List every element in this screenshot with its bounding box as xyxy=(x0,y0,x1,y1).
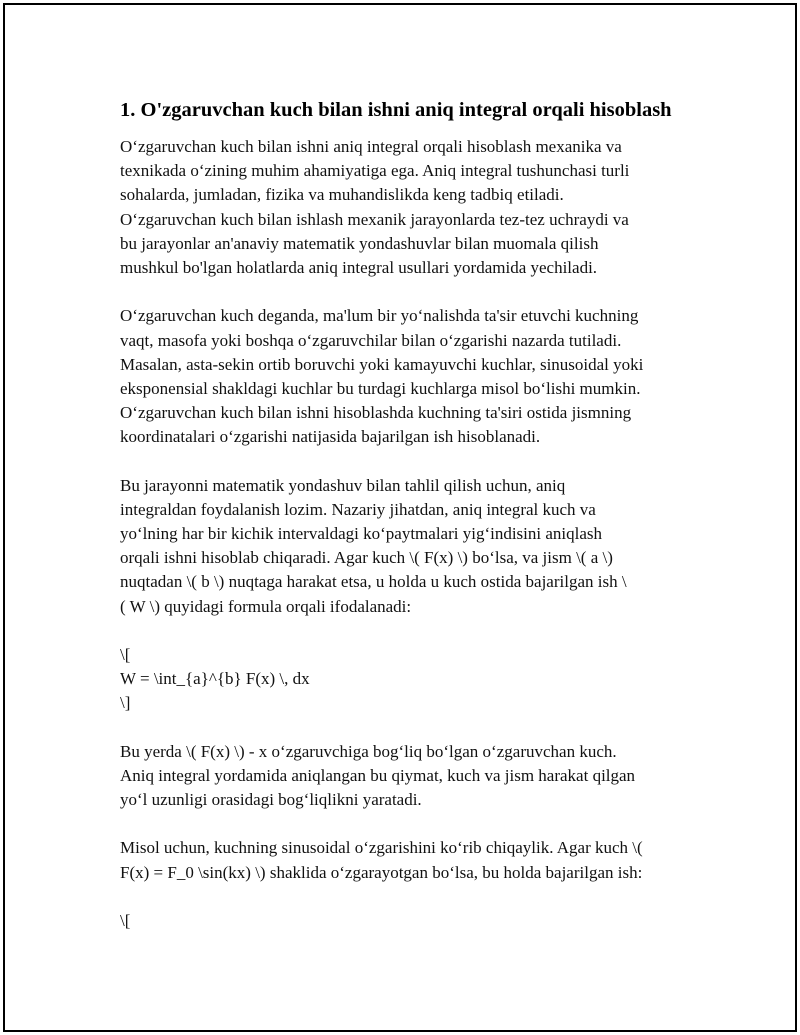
paragraph-gap xyxy=(120,449,700,473)
text-line: Bu yerda \( F(x) \) - x o‘zgaruvchiga bog‘liq bo‘lgan o‘zgaruvchan kuch. xyxy=(120,741,617,761)
text-line: O‘zgaruvchan kuch bilan ishni hisoblashda kuchning ta'siri ostida jismning xyxy=(120,403,632,423)
paragraph-method xyxy=(120,474,700,619)
text-line: koordinatalari o‘zgarishi natijasida bajarilgan ish hisoblanadi. xyxy=(120,427,541,447)
formula-line: \[ xyxy=(120,644,131,664)
text-line: O‘zgaruvchan kuch bilan ishlash mexanik jarayonlarda tez-tez uchraydi va xyxy=(120,209,629,229)
formula-block-start xyxy=(120,909,700,933)
text-line: Masalan, asta-sekin ortib boruvchi yoki kamayuvchi kuchlar, sinusoidal yoki xyxy=(120,354,644,374)
formula-block xyxy=(120,643,700,716)
section-heading: 1. O'zgaruvchan kuch bilan ishni aniq integral orqali hisoblash xyxy=(120,99,672,121)
formula-line: \[ xyxy=(120,911,131,930)
text-line: eksponensial shakldagi kuchlar bu turdagi kuchlarga misol bo‘lishi mumkin. xyxy=(120,378,641,398)
text-line: bu jarayonlar an'anaviy matematik yondashuvlar bilan muomala qilish xyxy=(120,233,599,253)
paragraph-intro xyxy=(120,135,700,280)
text-line: integraldan foydalanish lozim. Nazariy jihatdan, aniq integral kuch va xyxy=(120,499,596,519)
text-line: yo‘lning har bir kichik intervaldagi ko‘paytmalari yig‘indisini aniqlash xyxy=(120,524,603,543)
paragraph-gap xyxy=(120,812,700,836)
paragraph-gap xyxy=(120,619,700,643)
text-line: ( W \) quyidagi formula orqali ifodalanadi: xyxy=(120,596,412,616)
document-body xyxy=(120,97,700,933)
text-line: nuqtadan \( b \) nuqtaga harakat etsa, u holda u kuch ostida bajarilgan ish \ xyxy=(120,572,627,592)
document-page xyxy=(3,3,797,1032)
paragraph-definition xyxy=(120,304,700,449)
formula-line: W = \int_{a}^{b} F(x) \, dx xyxy=(120,669,310,689)
paragraph-explanation xyxy=(120,740,700,813)
text-line: O‘zgaruvchan kuch bilan ishni aniq integral orqali hisoblash mexanika va xyxy=(120,137,622,156)
text-line: mushkul bo'lgan holatlarda aniq integral usullari yordamida yechiladi. xyxy=(120,257,598,277)
text-line: sohalarda, jumladan, fizika va muhandislikda keng tadbiq etiladi. xyxy=(120,185,564,205)
text-line: vaqt, masofa yoki boshqa o‘zgaruvchilar bilan o‘zgarishi nazarda tutiladi. xyxy=(120,330,622,350)
text-line: texnikada o‘zining muhim ahamiyatiga ega. Aniq integral tushunchasi turli xyxy=(120,161,630,181)
paragraph-example xyxy=(120,836,700,884)
paragraph-gap xyxy=(120,280,700,304)
paragraph-gap xyxy=(120,885,700,909)
text-line: Aniq integral yordamida aniqlangan bu qiymat, kuch va jism harakat qilgan xyxy=(120,765,636,785)
text-line: orqali ishni hisoblab chiqaradi. Agar kuch \( F(x) \) bo‘lsa, va jism \( a \) xyxy=(120,548,613,568)
paragraph-gap xyxy=(120,716,700,740)
text-line: Bu jarayonni matematik yondashuv bilan tahlil qilish uchun, aniq xyxy=(120,475,566,495)
text-line: F(x) = F_0 \sin(kx) \) shaklida o‘zgarayotgan bo‘lsa, bu holda bajarilgan ish: xyxy=(120,862,643,882)
text-line: yo‘l uzunligi orasidagi bog‘liqlikni yaratadi. xyxy=(120,790,422,810)
formula-line: \] xyxy=(120,693,131,713)
text-line: Misol uchun, kuchning sinusoidal o‘zgarishini ko‘rib chiqaylik. Agar kuch \( xyxy=(120,838,643,858)
text-line: O‘zgaruvchan kuch deganda, ma'lum bir yo‘nalishda ta'sir etuvchi kuchning xyxy=(120,306,639,326)
